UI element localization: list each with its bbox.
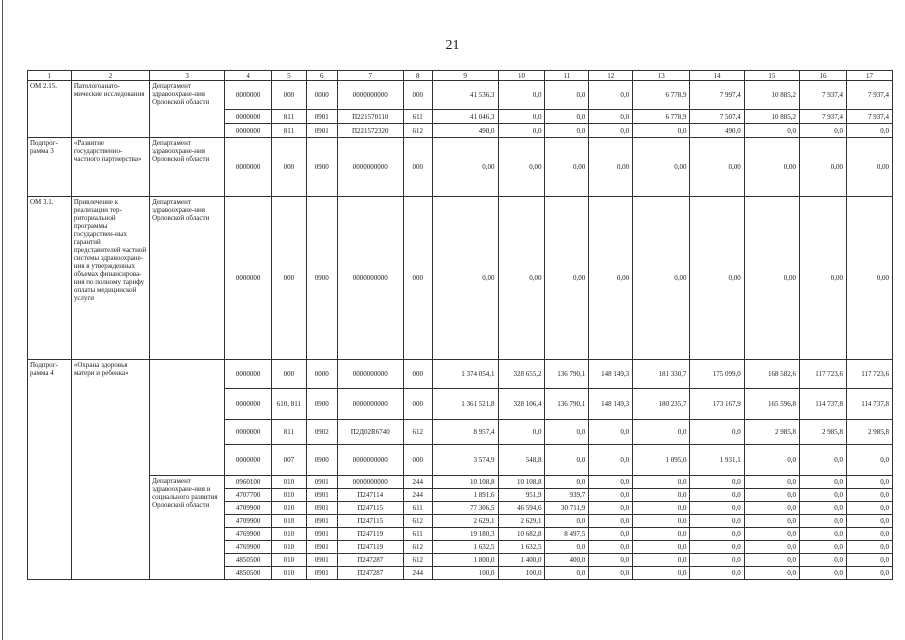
row-name: «Развитие государственно-частного партнерства» [71,138,149,197]
table-cell: 0,00 [744,197,799,360]
table-cell: 0,0 [744,476,799,489]
table-cell: 611 [403,528,432,541]
table-cell: 0,0 [846,476,892,489]
table-cell: 0,0 [545,515,589,528]
table-cell: 3 574,9 [432,445,498,476]
table-cell: П247114 [337,489,403,502]
table-cell: 46 594,6 [498,502,545,515]
table-cell: 0,0 [589,110,633,124]
table-cell: 0,00 [545,138,589,197]
table-cell: 0,0 [744,445,799,476]
table-cell: 0,0 [690,554,744,567]
table-cell: 811 [272,110,306,124]
table-cell: 0,0 [633,502,690,515]
row-executor: Департамент здравоохране-ния Орловской области [150,197,225,360]
table-cell: 2 985,8 [800,420,847,445]
table-cell: 010 [272,528,306,541]
table-cell: 0901 [306,124,337,138]
table-cell: 100,0 [432,567,498,580]
column-number-header: 7 [337,71,403,81]
table-cell: 0900 [306,445,337,476]
table-cell: 0,00 [800,197,847,360]
row-code: ОМ 3.1. [28,197,72,360]
table-cell: 0,0 [633,567,690,580]
row-executor-empty [150,360,225,476]
table-cell: 811 [272,124,306,138]
table-cell: 0,0 [545,420,589,445]
table-cell: 0,0 [545,476,589,489]
table-cell: 000 [403,360,432,389]
table-cell: 0,00 [690,197,744,360]
column-number-header: 16 [800,71,847,81]
table-cell: 0,0 [545,81,589,110]
table-cell: 0000000 [225,360,272,389]
column-number-header: 10 [498,71,545,81]
table-cell: 0,00 [545,197,589,360]
table-cell: 41 046,3 [432,110,498,124]
table-cell: 8 957,4 [432,420,498,445]
table-cell: 0,00 [633,197,690,360]
table-cell: 114 737,8 [846,389,892,420]
table-cell: 0000000000 [337,360,403,389]
table-row [28,476,893,489]
table-cell: 41 536,3 [432,81,498,110]
table-cell: 0,0 [633,489,690,502]
table-cell: 0960100 [225,476,272,489]
table-cell: 328 655,2 [498,360,545,389]
table-cell: 010 [272,515,306,528]
table-cell: 2 629,1 [432,515,498,528]
table-cell: 114 737,8 [800,389,847,420]
page-number: 21 [445,38,460,53]
table-cell: 0,0 [690,502,744,515]
table-cell: 000 [403,138,432,197]
table-cell: 0,0 [589,502,633,515]
table-cell: 0,0 [498,110,545,124]
table-cell: 7 937,4 [800,110,847,124]
table-cell: 1 095,0 [633,445,690,476]
table-cell: 10 108,8 [432,476,498,489]
table-cell: 0,0 [800,515,847,528]
table-cell: 1 361 521,8 [432,389,498,420]
table-cell: 0,0 [545,541,589,554]
table-cell: П247115 [337,502,403,515]
table-cell: 0,0 [846,502,892,515]
table-cell: 148 149,3 [589,389,633,420]
table-cell: 000 [272,197,306,360]
table-cell: 0,0 [800,502,847,515]
table-cell: 0,0 [744,567,799,580]
table-cell: 0,0 [846,528,892,541]
table-cell: 0000000 [225,124,272,138]
table-cell: 0901 [306,502,337,515]
table-cell: П221570110 [337,110,403,124]
table-cell: 0,0 [744,502,799,515]
table-row [28,138,893,197]
table-cell: 612 [403,541,432,554]
table-cell: 010 [272,502,306,515]
table-cell: 0,0 [846,515,892,528]
row-executor: Департамент здравоохране-ния Орловской области [150,138,225,197]
table-cell: 6 778,9 [633,81,690,110]
table-cell: 0,00 [498,197,545,360]
column-number-header: 15 [744,71,799,81]
table-cell: 1 931,1 [690,445,744,476]
table-cell: 117 723,6 [800,360,847,389]
table-cell: 0,0 [800,528,847,541]
table-cell: 0,0 [690,515,744,528]
column-number-header: 8 [403,71,432,81]
table-cell: 4769900 [225,528,272,541]
row-name: Привлечение к реализации тер-риториальной программы государствен-ных гарантий представителей частной системы здравоохране-ния в утвержденных объемах финансирова-ния по полному тарифу оплаты медицинской услуги [71,197,149,360]
table-cell: 0,0 [744,554,799,567]
table-cell: 0,0 [545,110,589,124]
table-cell: 0,0 [589,541,633,554]
table-cell: 0,0 [800,567,847,580]
table-cell: 2 985,8 [744,420,799,445]
table-cell: 0,0 [800,476,847,489]
column-number-header: 17 [846,71,892,81]
budget-table [27,70,893,580]
table-cell: 7 997,4 [690,81,744,110]
table-cell: 0000000 [225,138,272,197]
table-cell: 0000000 [225,81,272,110]
table-cell: 0901 [306,541,337,554]
table-cell: 0,0 [690,567,744,580]
table-cell: 0,0 [744,515,799,528]
table-cell: 0901 [306,554,337,567]
column-number-header: 14 [690,71,744,81]
table-cell: 244 [403,476,432,489]
table-cell: 0,0 [800,541,847,554]
table-cell: 0,0 [498,420,545,445]
table-cell: 0,0 [633,124,690,138]
column-number-header: 9 [432,71,498,81]
table-cell: 0,0 [690,420,744,445]
table-cell: 4709900 [225,502,272,515]
table-cell: 7 937,4 [846,110,892,124]
table-cell: 0901 [306,110,337,124]
table-cell: 19 180,3 [432,528,498,541]
table-cell: 000 [272,360,306,389]
table-cell: 4850500 [225,554,272,567]
table-cell: 939,7 [545,489,589,502]
table-cell: 010 [272,489,306,502]
table-cell: 1 374 054,1 [432,360,498,389]
table-cell: 180 235,7 [633,389,690,420]
table-cell: 1 891,6 [432,489,498,502]
table-cell: 0,0 [846,124,892,138]
table-cell: 811 [272,420,306,445]
table-cell: 0,0 [589,567,633,580]
row-executor: Департамент здравоохране-ния Орловской области [150,81,225,138]
column-number-header: 3 [150,71,225,81]
table-cell: 0,0 [846,445,892,476]
table-cell: 0,0 [744,124,799,138]
table-cell: 951,9 [498,489,545,502]
table-cell: 136 790,1 [545,389,589,420]
table-cell: 1 400,0 [498,554,545,567]
table-cell: 0000000000 [337,445,403,476]
table-cell: 612 [403,554,432,567]
table-cell: 0,0 [690,528,744,541]
table-cell: 000 [403,197,432,360]
table-cell: 0,0 [846,489,892,502]
table-cell: 611 [403,110,432,124]
table-cell: П221572320 [337,124,403,138]
table-cell: 612 [403,420,432,445]
table-cell: 0,00 [744,138,799,197]
table-cell: 0901 [306,489,337,502]
table-cell: П247115 [337,515,403,528]
table-cell: 175 099,0 [690,360,744,389]
table-cell: 0000000 [225,445,272,476]
table-cell: 0,0 [633,528,690,541]
table-cell: 0,0 [846,554,892,567]
column-number-header: 12 [589,71,633,81]
table-cell: 0,0 [744,528,799,541]
table-cell: 10 885,2 [744,110,799,124]
column-number-header: 13 [633,71,690,81]
table-cell: 168 582,6 [744,360,799,389]
table-cell: 611 [403,502,432,515]
table-cell: 0,0 [690,541,744,554]
table-cell: 007 [272,445,306,476]
table-cell: 0,0 [633,476,690,489]
table-cell: 10 885,2 [744,81,799,110]
table-cell: 000 [403,445,432,476]
table-cell: 0900 [306,389,337,420]
table-cell: П247287 [337,554,403,567]
table-cell: 0,00 [589,197,633,360]
table-cell: 0,0 [800,124,847,138]
table-cell: 1 632,5 [432,541,498,554]
table-cell: 612 [403,124,432,138]
table-cell: 6 778,9 [633,110,690,124]
table-cell: 010 [272,567,306,580]
table-cell: 0,00 [846,138,892,197]
table-cell: 0,00 [432,138,498,197]
table-cell: 0000000 [225,420,272,445]
table-cell: 0901 [306,528,337,541]
table-cell: 0901 [306,476,337,489]
table-cell: 0,0 [800,445,847,476]
table-cell: 0,0 [690,476,744,489]
table-cell: 165 596,8 [744,389,799,420]
table-cell: 0,0 [545,124,589,138]
table-cell: 010 [272,541,306,554]
table-cell: 8 497,5 [545,528,589,541]
table-cell: 148 149,3 [589,360,633,389]
table-cell: П2Д02R6740 [337,420,403,445]
table-cell: 4707700 [225,489,272,502]
table-cell: 0,0 [633,541,690,554]
table-cell: 612 [403,515,432,528]
table-cell: 10 108,8 [498,476,545,489]
table-row [28,197,893,360]
column-number-header: 6 [306,71,337,81]
table-cell: 2 985,8 [846,420,892,445]
table-cell: 0,0 [589,489,633,502]
table-cell: 0900 [306,138,337,197]
table-cell: 117 723,6 [846,360,892,389]
table-cell: 10 682,8 [498,528,545,541]
table-cell: 7 937,4 [846,81,892,110]
table-cell: 0902 [306,420,337,445]
table-cell: 181 330,7 [633,360,690,389]
table-cell: 0,0 [589,445,633,476]
table-cell: П247119 [337,528,403,541]
table-cell: 010 [272,476,306,489]
table-cell: 0,00 [498,138,545,197]
table-cell: 0,0 [589,528,633,541]
table-cell: 244 [403,489,432,502]
table-cell: 0000000 [225,110,272,124]
page-edge-line [2,0,3,640]
column-number-header: 2 [71,71,149,81]
table-cell: 0,00 [633,138,690,197]
table-cell: 0,00 [800,138,847,197]
table-cell: 548,8 [498,445,545,476]
table-cell: 0,00 [846,197,892,360]
table-cell: 136 790,1 [545,360,589,389]
table-row [28,360,893,389]
table-cell: 0,0 [800,554,847,567]
table-cell: 0,0 [589,554,633,567]
table-cell: 0000000000 [337,197,403,360]
table-row [28,81,893,110]
table-cell: 0900 [306,197,337,360]
table-cell: 0,0 [545,445,589,476]
table-cell: 173 167,9 [690,389,744,420]
table-cell: 000 [272,138,306,197]
table-cell: П247287 [337,567,403,580]
table-cell: 0,0 [633,554,690,567]
table-cell: 1 632,5 [498,541,545,554]
table-cell: 0,0 [846,541,892,554]
table-cell: 7 937,4 [800,81,847,110]
table-cell: 610, 811 [272,389,306,420]
table-cell: 0,00 [690,138,744,197]
table-cell: 490,0 [690,124,744,138]
row-executor: Департамент здравоохране-ния и социального развития Орловской области [150,476,225,580]
table-cell: 4709900 [225,515,272,528]
table-cell: 0,00 [589,138,633,197]
row-name: «Охрана здоровья матери и ребенка» [71,360,149,580]
table-cell: 0,0 [589,124,633,138]
table-cell: 30 711,9 [545,502,589,515]
table-cell: 100,0 [498,567,545,580]
table-cell: 0,0 [744,489,799,502]
table-cell: 1 800,0 [432,554,498,567]
table-cell: П247119 [337,541,403,554]
table-cell: 0,0 [800,489,847,502]
header-row [28,71,893,81]
row-code: Подпрог-рамма 3 [28,138,72,197]
table-cell: 77 306,5 [432,502,498,515]
table-cell: 4769900 [225,541,272,554]
table-cell: 328 106,4 [498,389,545,420]
table-cell: 0,0 [744,541,799,554]
table-cell: 0000000000 [337,138,403,197]
table-cell: 0000 [306,360,337,389]
table-cell: 0,0 [589,81,633,110]
table-cell: 0000000000 [337,81,403,110]
table-cell: 2 629,1 [498,515,545,528]
table-cell: 0000 [306,81,337,110]
column-number-header: 5 [272,71,306,81]
table-cell: 0,0 [633,515,690,528]
table-cell: 400,0 [545,554,589,567]
table-cell: 0000000000 [337,476,403,489]
table-cell: 0,0 [498,124,545,138]
table-cell: 0,0 [589,476,633,489]
table-cell: 000 [403,389,432,420]
table-cell: 0,0 [589,515,633,528]
column-number-header: 4 [225,71,272,81]
table-cell: 000 [403,81,432,110]
table-cell: 0,0 [690,489,744,502]
table-cell: 0000000000 [337,389,403,420]
table-cell: 0000000 [225,389,272,420]
table-cell: 0,0 [545,567,589,580]
table-cell: 7 507,4 [690,110,744,124]
table-cell: 0901 [306,515,337,528]
table-cell: 0000000 [225,197,272,360]
table-cell: 0,0 [589,420,633,445]
table-cell: 000 [272,81,306,110]
table-cell: 4850500 [225,567,272,580]
row-name: Патологоанато-мические исследования [71,81,149,138]
table-cell: 010 [272,554,306,567]
table-cell: 0,0 [846,567,892,580]
column-number-header: 1 [28,71,72,81]
table-cell: 0,00 [432,197,498,360]
table-cell: 244 [403,567,432,580]
table-cell: 490,0 [432,124,498,138]
row-code: Подпрог-рамма 4 [28,360,72,580]
table-cell: 0901 [306,567,337,580]
column-number-header: 11 [545,71,589,81]
table-cell: 0,0 [633,420,690,445]
row-code: ОМ 2.15. [28,81,72,138]
table-cell: 0,0 [498,81,545,110]
